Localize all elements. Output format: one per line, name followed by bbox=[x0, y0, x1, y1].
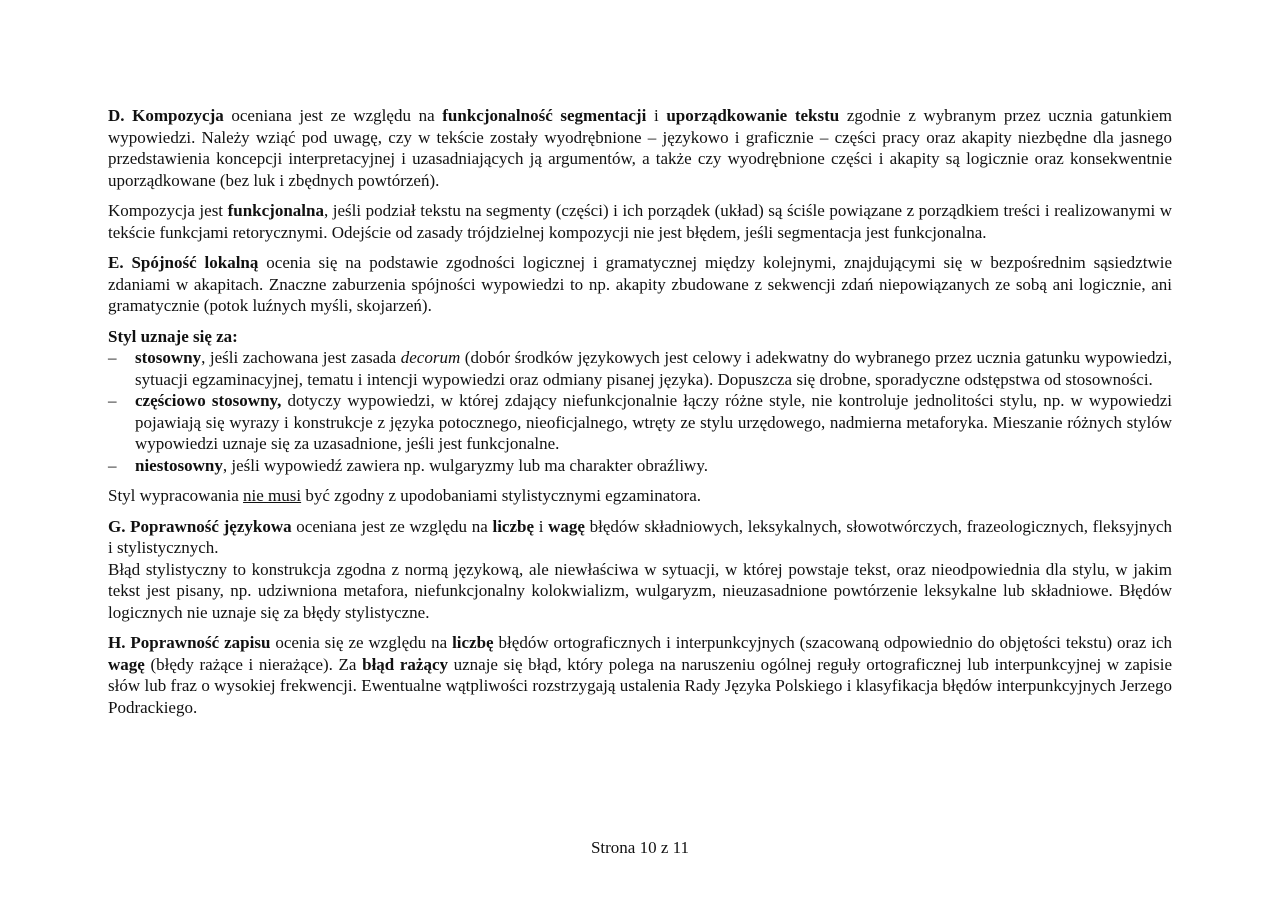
text-run: ocenia się na podstawie zgodności logicznej i gramatycznej między kolejnymi, znajdującymi się w bezpośrednim sąsiedztwie zdaniami w akapitach. Znaczne zaburzenia spójności wypowiedzi to np. akapity zbudowane z sekwencji zdań niepowiązanych ze sobą ani logicznie, ani gramatycznie (potok luźnych myśli, skojarzeń). bbox=[108, 253, 1172, 315]
bold-term: wagę bbox=[108, 654, 145, 674]
section-d-paragraph bbox=[108, 105, 1172, 191]
bold-term: liczbę bbox=[492, 516, 535, 536]
underlined-term: nie musi bbox=[243, 486, 302, 505]
page-number-footer: Strona 10 z 11 bbox=[590, 838, 690, 857]
composition-functional-paragraph bbox=[108, 200, 1172, 243]
section-h-paragraph bbox=[108, 632, 1172, 718]
section-d-label: D. Kompozycja bbox=[108, 106, 224, 125]
dash-bullet: – bbox=[108, 391, 117, 410]
text-run: Kompozycja jest bbox=[108, 201, 228, 220]
dash-bullet: – bbox=[108, 348, 117, 367]
text-run: , jeśli zachowana jest zasada bbox=[201, 348, 401, 367]
dash-bullet: – bbox=[108, 455, 117, 475]
section-e-label: E. Spójność lokalną bbox=[108, 253, 259, 272]
text-run: być zgodny z upodobaniami stylistycznymi egzaminatora. bbox=[301, 486, 701, 505]
text-run: Styl wypracowania bbox=[108, 486, 244, 505]
style-note-paragraph bbox=[108, 485, 1172, 507]
document-body bbox=[108, 105, 1172, 727]
text-run: oceniana jest ze względu na bbox=[223, 106, 443, 125]
section-e-paragraph bbox=[108, 252, 1172, 317]
section-g-paragraph bbox=[108, 516, 1172, 559]
text-run: zgodnie z wybranym przez ucznia gatunkiem wypowiedzi. Należy wziąć pod uwagę, czy w tekście zostały wyodrębnione – językowo i graficznie – części pracy oraz akapity niezbędne dla jasnego przedstawienia koncepcji interpretacyjnej i uzasadniających ją argumentów, a także czy wyodrębnione części i akapity są logicznie oraz konsekwentnie uporządkowane (bez luk i zbędnych powtórzeń). bbox=[108, 106, 1172, 190]
text-run: uznaje się błąd, który polega na naruszeniu ogólnej reguły ortograficznej lub interpunkcyjnej w zapisie słów lub fraz o wysokiej frekwencji. Ewentualne wątpliwości rozstrzygają ustalenia Rady Języka Polskiego i klasyfikacja błędów interpunkcyjnych Jerzego Podrackiego. bbox=[108, 654, 1172, 717]
style-list bbox=[108, 347, 1172, 476]
list-item bbox=[108, 347, 1172, 390]
italic-term: decorum bbox=[400, 348, 461, 367]
list-item bbox=[108, 455, 1172, 477]
text-run: dotyczy wypowiedzi, w której zdający niefunkcjonalnie łączy różne style, nie kontroluje jednolitości stylu, np. w wypowiedzi pojawiają się wyrazy i konstrukcje z języka potocznego, nieoficjalnego, wtręty ze stylu urzędowego, nadmierna metaforyka. Mieszanie różnych stylów wypowiedzi uznaje się za uzasadnione, jeśli jest funkcjonalne. bbox=[135, 391, 1173, 453]
text-run: , jeśli podział tekstu na segmenty (części) i ich porządek (układ) są ściśle powiązane z porządkiem treści i realizowanymi w tekście funkcjami retorycznymi. Odejście od zasady trójdzielnej kompozycji nie jest błędem, jeśli segmentacja jest funkcjonalna. bbox=[108, 201, 1173, 242]
text-run: i bbox=[646, 106, 667, 125]
text-run: i bbox=[534, 516, 549, 536]
list-item bbox=[108, 390, 1172, 455]
text-run: błędów składniowych, leksykalnych, słowotwórczych, frazeologicznych, fleksyjnych i stylistycznych. bbox=[108, 516, 1172, 557]
bold-term: stosowny bbox=[135, 348, 202, 367]
text-run: , jeśli wypowiedź zawiera np. wulgaryzmy lub ma charakter obraźliwy. bbox=[222, 455, 708, 475]
bold-term: liczbę bbox=[452, 633, 494, 652]
bold-term: uporządkowanie tekstu bbox=[666, 106, 840, 125]
bold-term: częściowo stosowny, bbox=[135, 391, 282, 410]
section-h-label: H. Poprawność zapisu bbox=[108, 633, 271, 652]
bold-term: funkcjonalność segmentacji bbox=[442, 106, 647, 125]
bold-term: wagę bbox=[548, 516, 585, 536]
bold-term: błąd rażący bbox=[362, 654, 448, 674]
text-run: błędów ortograficznych i interpunkcyjnych (szacowaną odpowiednio do objętości tekstu) oraz ich bbox=[493, 633, 1173, 652]
text-run: oceniana jest ze względu na bbox=[291, 516, 493, 536]
bold-term: niestosowny bbox=[135, 455, 223, 475]
section-g-label: G. Poprawność językowa bbox=[108, 516, 292, 536]
bold-term: funkcjonalna bbox=[227, 201, 324, 220]
text-run: (błędy rażące i nierażące). Za bbox=[144, 654, 363, 674]
text-run: ocenia się ze względu na bbox=[270, 633, 453, 652]
style-heading: Styl uznaje się za: bbox=[108, 326, 238, 346]
stylistic-error-paragraph: Błąd stylistyczny to konstrukcja zgodna z normą językową, ale niewłaściwa w sytuacji, w której powstaje tekst, oraz nieodpowiednia dla stylu, w jakim tekst jest pisany, np. udziwniona metafora, niefunkcjonalny kolokwializm, wulgaryzm, nieuzasadnione powtórzenie leksykalne lub składniowe. Błędów logicznych nie uznaje się za błędy stylistyczne. bbox=[108, 559, 1172, 622]
text-run: (dobór środków językowych jest celowy i adekwatny do wybranego przez ucznia gatunku wypowiedzi, sytuacji egzaminacyjnej, tematu i intencji wypowiedzi oraz odmiany pisanej języka). Dopuszcza się drobne, sporadyczne odstępstwa od stosowności. bbox=[135, 348, 1172, 389]
